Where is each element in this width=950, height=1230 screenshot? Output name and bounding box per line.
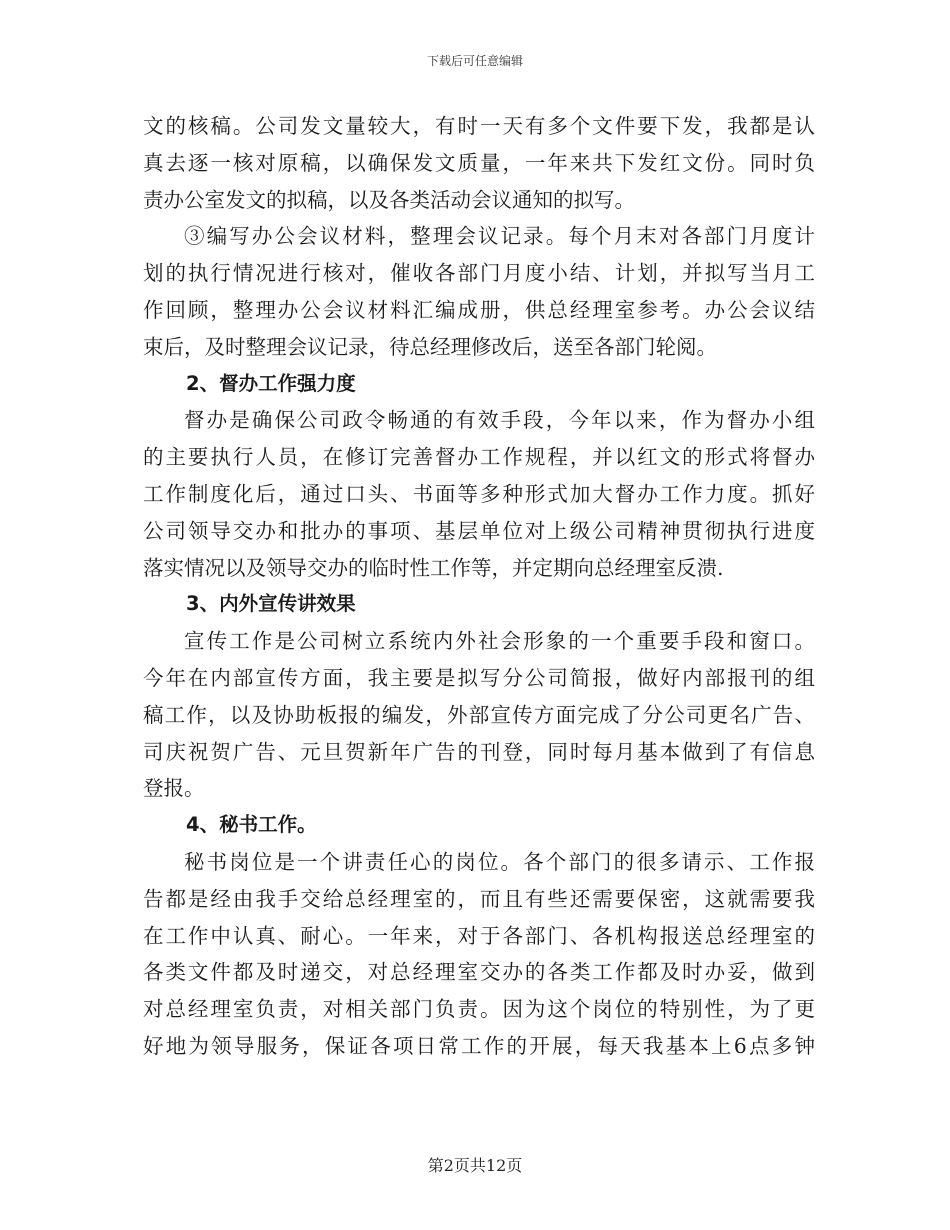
paragraph-line: 工作制度化后，通过口头、书面等多种形式加大督办工作力度。抓好	[143, 481, 815, 506]
paragraph-line: 的主要执行人员，在修订完善督办工作规程，并以红文的形式将督办	[143, 445, 815, 470]
paragraph-line: 宣传工作是公司树立系统内外社会形象的一个重要手段和窗口。	[184, 629, 815, 654]
paragraph-line: 今年在内部宣传方面，我主要是拟写分公司简报，做好内部报刊的组	[143, 665, 815, 690]
paragraph-line: 好地为领导服务，保证各项日常工作的开展，每天我基本上6点多钟	[143, 1033, 815, 1058]
document-body	[143, 108, 815, 1065]
paragraph-line: 各类文件都及时递交，对总经理室交办的各类工作都及时办妥，做到	[143, 960, 815, 985]
paragraph-line: 司庆祝贺广告、元旦贺新年广告的刊登，同时每月基本做到了有信息	[143, 739, 815, 764]
paragraph-line: 秘书岗位是一个讲责任心的岗位。各个部门的很多请示、工作报	[184, 849, 815, 874]
paragraph-line: 落实情况以及领导交办的临时性工作等，并定期向总经理室反溃.	[143, 555, 724, 580]
paragraph-line: 文的核稿。公司发文量较大，有时一天有多个文件要下发，我都是认	[143, 114, 815, 138]
paragraph-line: 公司领导交办和批办的事项、基层单位对上级公司精神贯彻执行进度	[143, 518, 815, 543]
paragraph-line: 对总经理室负责，对相关部门负责。因为这个岗位的特别性，为了更	[143, 997, 815, 1022]
paragraph-line: 划的执行情况进行核对，催收各部门月度小结、计划，并拟写当月工	[143, 261, 815, 286]
paragraph-line: 登报。	[143, 776, 205, 801]
paragraph-line: 在工作中认真、耐心。一年来，对于各部门、各机构报送总经理室的	[143, 923, 815, 948]
paragraph-line: 真去逐一核对原稿，以确保发文质量，一年来共下发红文份。同时负	[143, 150, 815, 175]
paragraph-line: 督办是确保公司政令畅通的有效手段，今年以来，作为督办小组	[184, 408, 815, 433]
section-heading: 2、督办工作强力度	[186, 371, 356, 395]
section-heading: 3、内外宣传讲效果	[186, 592, 356, 616]
section-heading: 4、秘书工作。	[186, 813, 317, 837]
paragraph-line: 稿工作，以及协助板报的编发，外部宣传方面完成了分公司更名广告、	[143, 702, 815, 727]
paragraph-line: ③编写办公会议材料，整理会议记录。每个月末对各部门月度计	[184, 224, 815, 249]
page-header: 下载后可任意编辑	[426, 54, 523, 68]
paragraph-line: 作回顾，整理办公会议材料汇编成册，供总经理室参考。办公会议结	[143, 297, 815, 322]
paragraph-line: 责办公室发文的拟稿，以及各类活动会议通知的拟写。	[143, 187, 635, 212]
paragraph-line: 告都是经由我手交给总经理室的，而且有些还需要保密，这就需要我	[143, 886, 815, 911]
paragraph-line: 束后，及时整理会议记录，待总经理修改后，送至各部门轮阅。	[143, 334, 717, 359]
page-number: 第2页共12页	[427, 1156, 523, 1175]
